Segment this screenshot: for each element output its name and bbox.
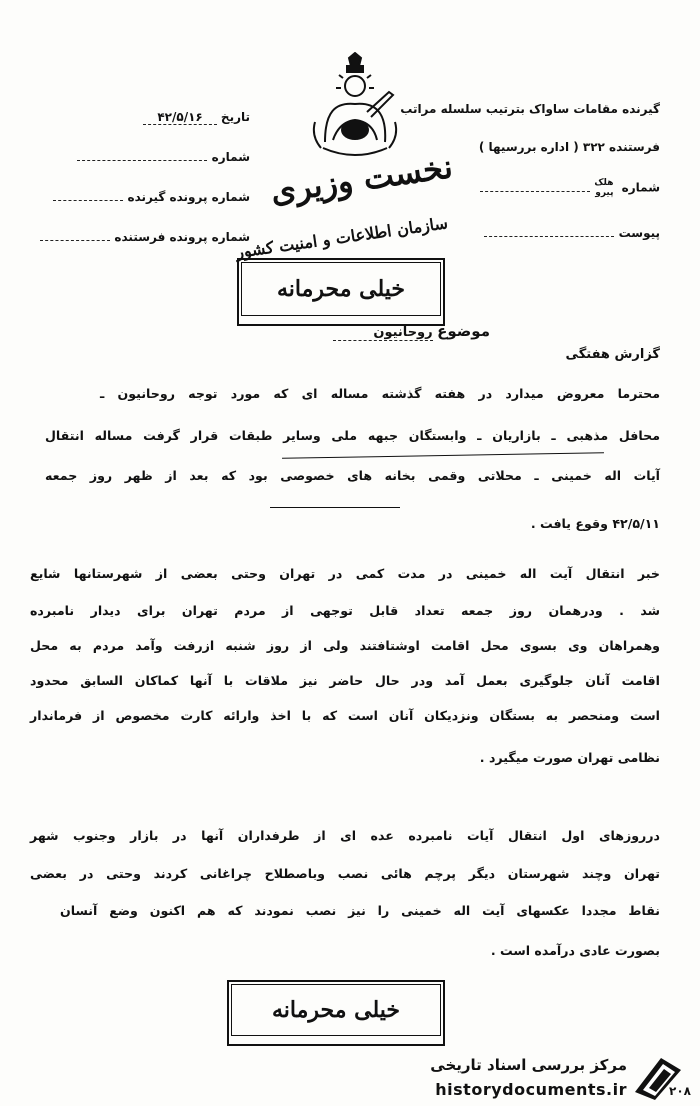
classification-stamp-top [237, 258, 445, 326]
body-line-13: نقاط مجددا عکسهای آیت اله خمینی را نیز نصب نمودند که هم اکنون وضع آنسان [60, 903, 660, 918]
subject-label: موضوع [437, 322, 490, 340]
body-line-6: شد . ودرهمان روز جمعه تعداد قابل توجهی از مردم تهران برای دیدار نامبرده [30, 603, 660, 618]
recipient-line [400, 102, 660, 116]
letterhead-org: سازمان اطلاعات و امنیت کشور [234, 213, 449, 262]
subject-line [333, 322, 490, 340]
letterhead-title: نخست وزیری [268, 147, 455, 211]
body-line-14: بصورت عادی درآمده است . [490, 943, 660, 958]
date-label: تاریخ [220, 110, 250, 124]
body-line-11: درروزهای اول انتقال آیات نامبرده عده ای از طرفداران آنها در بازار وجنوب شهر [30, 828, 660, 843]
attachment-line [450, 226, 660, 240]
sender-file-line [30, 230, 250, 244]
archive-website: historydocuments.ir [435, 1080, 627, 1099]
archive-name: مرکز بررسی اسناد تاریخی [430, 1056, 627, 1074]
underline-mark-1 [282, 452, 604, 459]
body-line-8: اقامت آنان جلوگیری بعمل آمد ودر حال حاضر نیز ملاقات با آنها کماکان السابق محدود [30, 673, 660, 688]
sender-file-label: شماره پرونده فرستنده [114, 230, 250, 244]
classification-stamp-bottom [227, 980, 445, 1046]
number-label: شماره [621, 180, 660, 195]
body-line-9: است ومنحصر به بستگان ونزدیکان آنان است که با اخذ وارائه کارت مخصوص از فرماندار [30, 708, 660, 723]
underline-mark-2 [270, 507, 400, 508]
classification-stamp-top-text: خیلی محرمانه [241, 262, 441, 316]
recipient-file-line [30, 190, 250, 204]
body-line-10: نظامی تهران صورت میگیرد . [479, 750, 660, 765]
date-value: ۴۲/۵/۱۶ [143, 110, 216, 125]
left-number-line [30, 150, 250, 164]
number-value-bottom: پیرو [595, 188, 614, 198]
report-type: گزارش هفتگی [565, 347, 660, 362]
left-number-label: شماره [211, 150, 250, 164]
subject-value: روحانیون [333, 325, 432, 341]
sender-text: فرستنده ۳۲۲ ( اداره بررسیها ) [478, 140, 660, 154]
body-line-12: تهران وچند شهرستان دیگر پرچم هائی نصب وباصطلاح چراغانی کردند وحتی در بعضی [30, 866, 660, 881]
number-line [450, 178, 660, 198]
classification-stamp-bottom-text: خیلی محرمانه [231, 984, 441, 1036]
body-line-1: محترما معروض میدارد در هفته گذشته مساله ای که مورد توجه روحانیون ـ [100, 386, 660, 401]
body-line-4: ۴۲/۵/۱۱ وقوع یافت . [530, 516, 660, 531]
body-line-5: خبر انتقال آیت اله خمینی در مدت کمی در تهران وحتی بعضی از شهرستانها شایع [30, 566, 660, 581]
recipient-file-label: شماره پرونده گیرنده [127, 190, 250, 204]
body-line-2: محافل مذهبی ـ بازاریان ـ وابستگان جبهه ملی وسایر طبقات قرار گرفت مساله انتقال [45, 428, 660, 443]
page-number: ۲۰۸ [669, 1084, 691, 1098]
date-line [30, 110, 250, 124]
recipient-text: گیرنده مقامات ساواک بترتیب سلسله مراتب [400, 102, 660, 116]
attachment-label: پیوست [618, 226, 660, 240]
archive-watermark [405, 1050, 695, 1106]
body-line-3: آیات اله خمینی ـ محلاتی وقمی بخانه های خصوصی بود که بعد از ظهر روز جمعه [45, 468, 660, 483]
body-line-7: وهمراهان وی بسوی محل اقامت اوشتافتند ولی از روز شنبه ازرفت وآمد مردم به محل [30, 638, 660, 653]
number-value-top: هلک [594, 178, 614, 188]
lion-and-sun-emblem-icon [305, 52, 405, 162]
